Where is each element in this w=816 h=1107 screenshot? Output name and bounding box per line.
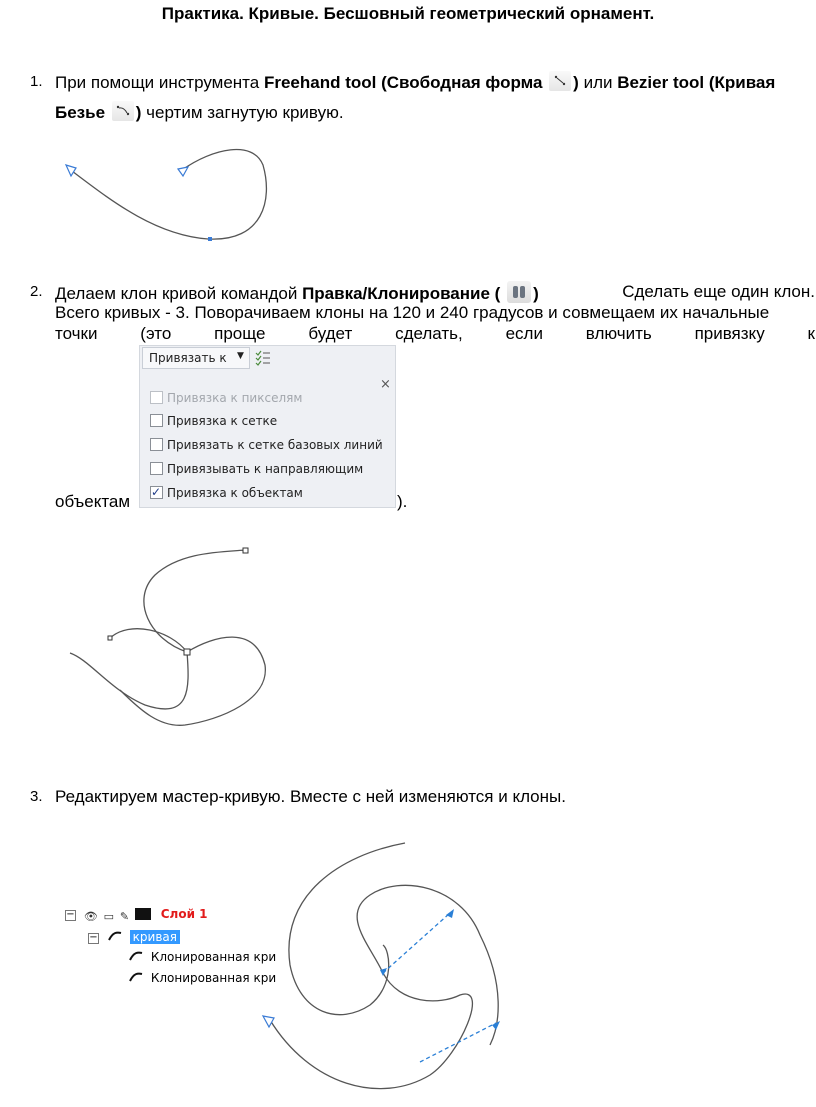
clone-curve-edited-2 bbox=[270, 973, 472, 1089]
step-2-line-4: объектам bbox=[55, 492, 131, 511]
curve-row[interactable] bbox=[88, 928, 180, 946]
clone-row[interactable] bbox=[128, 948, 276, 966]
clone-icon bbox=[507, 281, 531, 303]
curve-clone-1 bbox=[70, 652, 188, 709]
curve-end-arrow bbox=[178, 167, 188, 176]
step-2-word: влючить bbox=[585, 324, 652, 343]
snap-option-label: Привязывать к направляющим bbox=[167, 462, 364, 476]
snap-option-label: Привязка к сетке bbox=[167, 414, 278, 428]
layer-row[interactable] bbox=[65, 905, 208, 923]
clone-name: Клонированная кри bbox=[150, 971, 277, 985]
checkbox-unchecked[interactable] bbox=[150, 438, 163, 451]
clone-name: Клонированная кри bbox=[150, 950, 277, 964]
master-curve-edited bbox=[289, 843, 405, 1015]
step-2-paren-close: ) bbox=[533, 284, 539, 303]
guide-arrow bbox=[492, 1021, 500, 1030]
curve-start-arrow bbox=[263, 1016, 274, 1027]
step-1-number: 1. bbox=[30, 73, 43, 90]
step-1-text-a: При помощи инструмента bbox=[55, 73, 264, 92]
step-2-word: (это bbox=[140, 324, 172, 343]
bezier-tool-icon bbox=[112, 101, 134, 121]
checkbox-checked[interactable] bbox=[150, 486, 163, 499]
checklist-icon[interactable] bbox=[254, 349, 272, 367]
step-1-paren-close-2: ) bbox=[135, 103, 142, 122]
step-2-line-3 bbox=[55, 323, 815, 345]
snap-to-dropdown[interactable] bbox=[142, 347, 250, 369]
printer-icon[interactable]: ▭ bbox=[103, 910, 115, 923]
curve-name: кривая bbox=[130, 930, 180, 944]
snap-option-label: Привязать к сетке базовых линий bbox=[167, 438, 383, 452]
page-title: Практика. Кривые. Бесшовный геометрический орнамент. bbox=[161, 4, 655, 23]
snap-to-panel bbox=[139, 345, 396, 508]
step-2-text-d: Сделать еще один клон. bbox=[622, 282, 815, 301]
curve-clone-3 bbox=[110, 629, 187, 652]
clone-curve-edited-1 bbox=[357, 885, 498, 1045]
object-manager-panel bbox=[60, 903, 277, 991]
chevron-down-icon: ▼ bbox=[237, 351, 244, 361]
snap-option-label: Привязка к пикселям bbox=[167, 391, 303, 405]
snap-option-pixels[interactable] bbox=[150, 389, 302, 407]
freehand-tool-icon bbox=[549, 71, 571, 91]
guide-line bbox=[420, 1023, 496, 1062]
layer-color-swatch bbox=[135, 908, 151, 920]
checkmark-icon: ✓ bbox=[151, 485, 162, 499]
curve-clone-2 bbox=[120, 637, 265, 725]
snap-option-objects[interactable] bbox=[150, 484, 303, 502]
guide-arrow bbox=[446, 909, 454, 918]
step-2-word: если bbox=[505, 324, 543, 343]
curve-node bbox=[208, 237, 212, 241]
curve-icon bbox=[128, 971, 144, 983]
collapse-icon[interactable]: − bbox=[89, 932, 98, 943]
step-2-word: будет bbox=[308, 324, 353, 343]
snap-option-label: Привязка к объектам bbox=[167, 486, 303, 500]
layer-name: Слой 1 bbox=[160, 907, 208, 921]
eye-icon[interactable]: 👁 bbox=[83, 910, 98, 923]
step-1-bezier-label: Bezier tool (Кривая bbox=[617, 73, 776, 92]
step-2-word: точки bbox=[55, 324, 98, 343]
step-3-number: 3. bbox=[30, 788, 43, 805]
step-1-line-2 bbox=[55, 101, 344, 124]
step-1-paren-close: ) bbox=[573, 73, 579, 92]
curve-icon bbox=[107, 930, 123, 942]
pencil-icon[interactable]: ✎ bbox=[119, 910, 130, 923]
step-1-text-or: или bbox=[578, 73, 618, 92]
step-1-bezier-label-cont: Безье bbox=[55, 103, 106, 122]
step-2-word: привязку bbox=[694, 324, 765, 343]
step-2-clone-command: Правка/Клонирование ( bbox=[302, 284, 501, 303]
step-2-text-a-inner: Делаем клон кривой командой bbox=[55, 284, 303, 303]
start-node bbox=[184, 649, 190, 655]
end-node bbox=[108, 636, 112, 640]
collapse-icon[interactable]: − bbox=[66, 909, 75, 920]
checkbox-unchecked[interactable] bbox=[150, 462, 163, 475]
step-2-line-4-end: ). bbox=[397, 492, 408, 511]
snap-option-grid[interactable] bbox=[150, 412, 277, 430]
step-2-word: сделать, bbox=[395, 324, 463, 343]
step-1-freehand-label: Freehand tool (Свободная форма bbox=[263, 73, 543, 92]
step-2-word: к bbox=[807, 324, 815, 343]
snap-to-label: Привязать к bbox=[149, 351, 227, 365]
close-icon[interactable]: × bbox=[380, 377, 391, 392]
step-3-line-1: Редактируем мастер-кривую. Вместе с ней изменяются и клоны. bbox=[55, 787, 566, 806]
figure-three-curves bbox=[60, 540, 300, 740]
end-node bbox=[243, 548, 248, 553]
checkbox-unchecked[interactable] bbox=[150, 414, 163, 427]
figure-edited-ornament bbox=[260, 835, 530, 1103]
guide-line bbox=[383, 913, 450, 973]
snap-panel-header bbox=[140, 346, 397, 372]
step-1-text-b: чертим загнутую кривую. bbox=[141, 103, 344, 122]
figure-single-curve bbox=[58, 140, 278, 250]
step-1-line-1 bbox=[55, 71, 775, 94]
curve-path bbox=[68, 150, 266, 240]
step-2-number: 2. bbox=[30, 283, 43, 300]
step-2-word: проще bbox=[214, 324, 266, 343]
snap-option-guidelines[interactable] bbox=[150, 460, 363, 478]
curve-start-arrow bbox=[66, 165, 76, 176]
clone-row[interactable] bbox=[128, 969, 276, 987]
step-2-line-2: Всего кривых - 3. Поворачиваем клоны на 120 и 240 градусов и совмещаем их начальные bbox=[55, 303, 770, 322]
snap-option-baseline-grid[interactable] bbox=[150, 436, 383, 454]
checkbox-unchecked[interactable] bbox=[150, 391, 163, 404]
curve-icon bbox=[128, 950, 144, 962]
